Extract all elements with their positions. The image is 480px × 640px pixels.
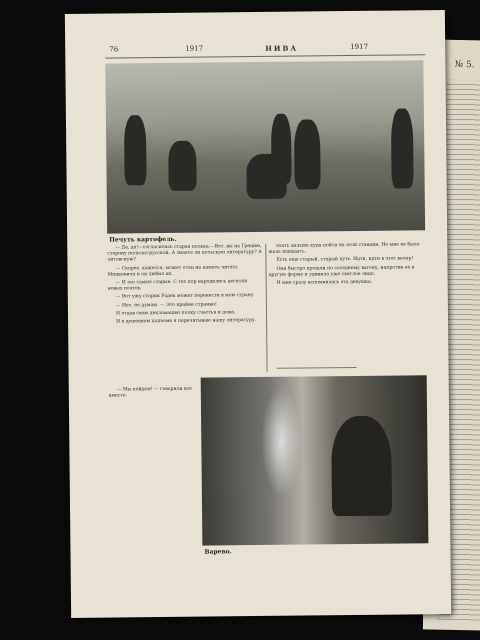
photo-soldiers-baking-potatoes xyxy=(105,60,425,233)
article-column-narrow xyxy=(109,387,199,596)
paragraph: Есть еще старый, старый путь. Идти, идти в этот вечер! xyxy=(276,256,414,264)
paragraph: — Нет, не думаю. — Это крайне странно! xyxy=(115,302,217,309)
magazine-title: НИВА xyxy=(265,43,299,53)
paragraph: — Скорее, кажется, может отец на память читать Мицкевича и он любил их. xyxy=(107,264,238,278)
paragraph: — Вот ужу старик Радек может перенести в мою страну xyxy=(115,293,254,300)
page-number: 76 xyxy=(109,45,119,54)
caption-top-photo: Печуть картофель. xyxy=(109,235,177,244)
paragraph: Они быстро прошли по соседнему вагону, напротив ее в другую форму и удивила уже светлое лицо. xyxy=(268,264,415,278)
paragraph: И мне сразу вспомнилась эта девушка. xyxy=(276,279,373,286)
column-divider xyxy=(265,244,267,372)
magazine-page xyxy=(65,10,451,618)
paragraph: — Да, да!—согласилась старая полька.—Вот, вы на Грецию, сторону польско-русской. А знаете ли польскую литературу? А литовскую? xyxy=(107,243,262,263)
photo-soldier-cooking xyxy=(201,375,429,545)
header-year-left: 1917 xyxy=(185,44,204,53)
header-year-right: 1917 xyxy=(350,42,369,52)
paragraph: — Мы пойдем! — говорили все вместе. xyxy=(108,386,192,399)
article-column-right xyxy=(268,242,426,372)
caption-bottom-photo: Варево. xyxy=(204,548,232,556)
adjacent-page-issue: № 5. xyxy=(454,59,475,71)
article-column-left xyxy=(107,244,263,384)
paragraph: ехать дальше куда пойти на этой станции. Но мне ее было жаль покидать. xyxy=(268,242,420,256)
paragraph: И отдав свою деклaмацию полку счастья и дома. xyxy=(115,310,236,317)
paragraph: И в душевном подъеме я перечитываю нашу литературу. xyxy=(116,318,257,325)
paragraph: — И это самые старые. С тех пор народились десятки новых поэтов. xyxy=(107,279,248,292)
